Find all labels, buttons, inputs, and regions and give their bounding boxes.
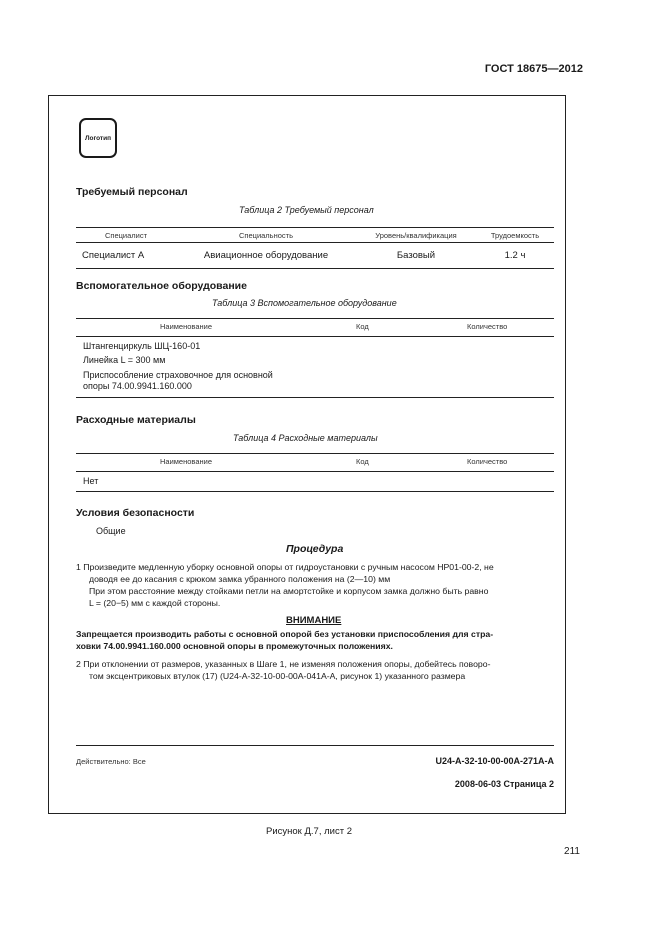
warning-line: Запрещается производить работы с основной опорой без установки приспособления для стра- — [76, 629, 494, 639]
equipment-col-qty: Количество — [467, 322, 508, 331]
logo-label: Логотип — [84, 134, 112, 142]
cell-level: Базовый — [396, 249, 436, 261]
consumables-item: Нет — [83, 476, 99, 486]
equipment-item: опоры 74.00.9941.160.000 — [83, 381, 192, 391]
equipment-item: Приспособление страховочное для основной — [83, 370, 273, 380]
personnel-header-row — [76, 228, 554, 243]
personnel-table-bottom-rule — [76, 268, 554, 269]
step-1-line: При этом расстояние между стойками петли на амортстойке и корпусом замка должно быть равно — [89, 586, 489, 596]
personnel-heading: Требуемый персонал — [76, 186, 188, 198]
cell-specialty: Авиационное оборудование — [203, 249, 329, 261]
equipment-header-bottom-rule — [76, 336, 554, 337]
consumables-header-top-rule — [76, 453, 554, 454]
consumables-header-bottom-rule — [76, 471, 554, 472]
figure-frame — [48, 95, 566, 814]
consumables-table-bottom-rule — [76, 491, 554, 492]
col-specialist: Специалист — [104, 230, 148, 240]
standard-number: ГОСТ 18675—2012 — [484, 63, 583, 75]
equipment-caption: Таблица 3 Вспомогательное оборудование — [212, 298, 397, 308]
safety-general: Общие — [96, 526, 126, 536]
procedure-heading: Процедура — [286, 543, 344, 555]
date-page: 2008-06-03 Страница 2 — [454, 779, 554, 789]
equipment-heading: Вспомогательное оборудование — [76, 280, 247, 292]
equipment-col-name: Наименование — [160, 322, 212, 331]
validity-note: Действительно: Все — [76, 757, 146, 766]
equipment-table-bottom-rule — [76, 397, 554, 398]
equipment-item: Штангенциркуль ШЦ-160-01 — [83, 341, 201, 351]
safety-heading: Условия безопасности — [76, 507, 195, 519]
consumables-heading: Расходные материалы — [76, 414, 196, 426]
equipment-item: Линейка L = 300 мм — [83, 355, 166, 365]
personnel-table — [76, 227, 554, 263]
col-specialty: Специальность — [239, 230, 293, 240]
doc-code: U24-A-32-10-00-00A-271A-A — [435, 756, 554, 766]
step-2-line: 2 При отклонении от размеров, указанных в Шаге 1, не изменяя положения опоры, добейтесь поворо- — [76, 659, 491, 669]
personnel-caption: Таблица 2 Требуемый персонал — [239, 205, 374, 215]
cell-labor: 1.2 ч — [504, 249, 526, 261]
step-1-line: 1 Произведите медленную уборку основной опоры от гидроустановки с ручным насосом НР01-00-2, не — [76, 562, 494, 572]
logo — [79, 118, 117, 158]
consumables-col-qty: Количество — [467, 457, 508, 466]
figure-caption: Рисунок Д.7, лист 2 — [266, 826, 352, 837]
consumables-col-code: Код — [356, 457, 369, 466]
step-1-line: L = (20−5) мм с каждой стороны. — [89, 598, 221, 608]
col-level: Уровень/квалификация — [375, 230, 457, 240]
page-number: 211 — [564, 846, 580, 857]
warning-title: ВНИМАНИЕ — [286, 615, 342, 626]
consumables-caption: Таблица 4 Расходные материалы — [233, 433, 378, 443]
consumables-col-name: Наименование — [160, 457, 212, 466]
cell-specialist: Специалист А — [82, 249, 145, 261]
table-row — [76, 243, 554, 264]
step-2-line: том эксцентриковых втулок (17) (U24-A-32-10-00-00A-041A-A, рисунок 1) указанного размера — [89, 671, 466, 681]
footer-rule — [76, 745, 554, 746]
equipment-header-top-rule — [76, 318, 554, 319]
warning-line: ховки 74.00.9941.160.000 основной опоры в промежуточных положениях. — [76, 641, 393, 651]
step-1-line: доводя ее до касания с крюком замка убранного положения на (2—10) мм — [89, 574, 391, 584]
equipment-col-code: Код — [356, 322, 369, 331]
col-labor: Трудоемкость — [490, 230, 540, 240]
